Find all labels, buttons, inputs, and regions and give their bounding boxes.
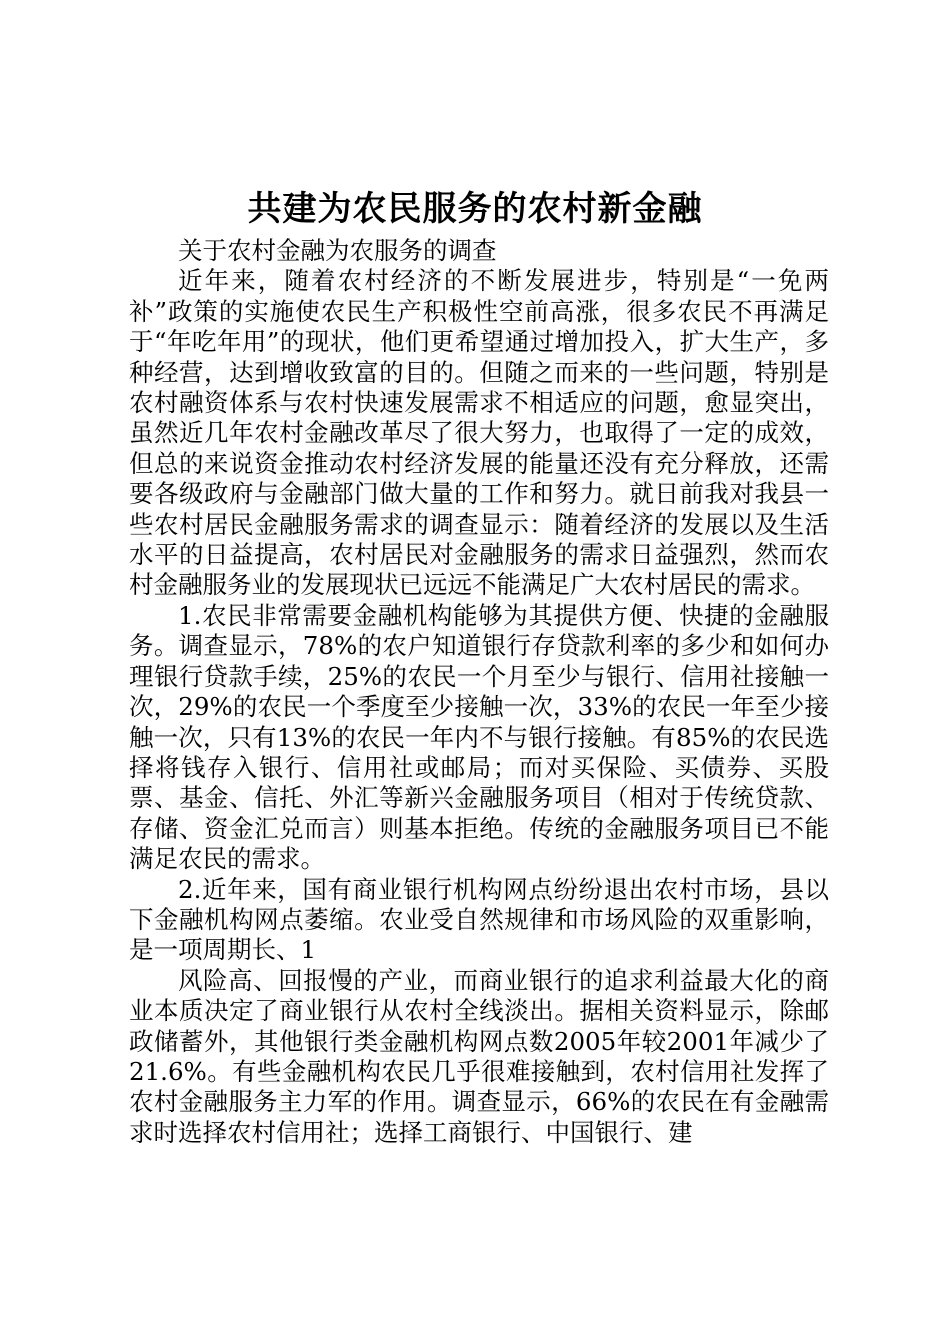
document-body: [129, 236, 829, 1148]
subtitle-paragraph: 关于农村金融为农服务的调查: [178, 236, 497, 265]
point-2-paragraph: 2.近年来，国有商业银行机构网点纷纷退出农村市场，县以下金融机构网点萎缩。农业受自然规律和市场风险的双重影响，是一项周期长、1: [129, 874, 829, 965]
intro-paragraph: 近年来，随着农村经济的不断发展进步，特别是“一免两补”政策的实施使农民生产积极性空前高涨，很多农民不再满足于“年吃年用”的现状，他们更希望通过增加投入，扩大生产，多种经营，达到增收致富的目的。但随之而来的一些问题，特别是农村融资体系与农村快速发展需求不相适应的问题，愈显突出，虽然近几年农村金融改革尽了很大努力，也取得了一定的成效，但总的来说资金推动农村经济发展的能量还没有充分释放，还需要各级政府与金融部门做大量的工作和努力。就日前我对我县一些农村居民金融服务需求的调查显示：随着经济的发展以及生活水平的日益提高，农村居民对金融服务的需求日益强烈，然而农村金融服务业的发展现状已远远不能满足广大农村居民的需求。: [129, 266, 829, 600]
point-1-paragraph: 1.农民非常需要金融机构能够为其提供方便、快捷的金融服务。调查显示，78%的农户知道银行存贷款利率的多少和如何办理银行贷款手续，25%的农民一个月至少与银行、信用社接触一次，29%的农民一个季度至少接触一次，33%的农民一年至少接触一次，只有13%的农民一年内不与银行接触。有85%的农民选择将钱存入银行、信用社或邮局；而对买保险、买债券、买股票、基金、信托、外汇等新兴金融服务项目（相对于传统贷款、存储、资金汇兑而言）则基本拒绝。传统的金融服务项目已不能满足农民的需求。: [129, 600, 829, 874]
document-title: 共建为农民服务的农村新金融: [247, 189, 703, 229]
continuation-paragraph: 风险高、回报慢的产业，而商业银行的追求利益最大化的商业本质决定了商业银行从农村全线淡出。据相关资料显示，除邮政储蓄外，其他银行类金融机构网点数2005年较2001年减少了21.6%。有些金融机构农民几乎很难接触到，农村信用社发挥了农村金融服务主力军的作用。调查显示，66%的农民在有金融需求时选择农村信用社；选择工商银行、中国银行、建: [129, 965, 829, 1147]
